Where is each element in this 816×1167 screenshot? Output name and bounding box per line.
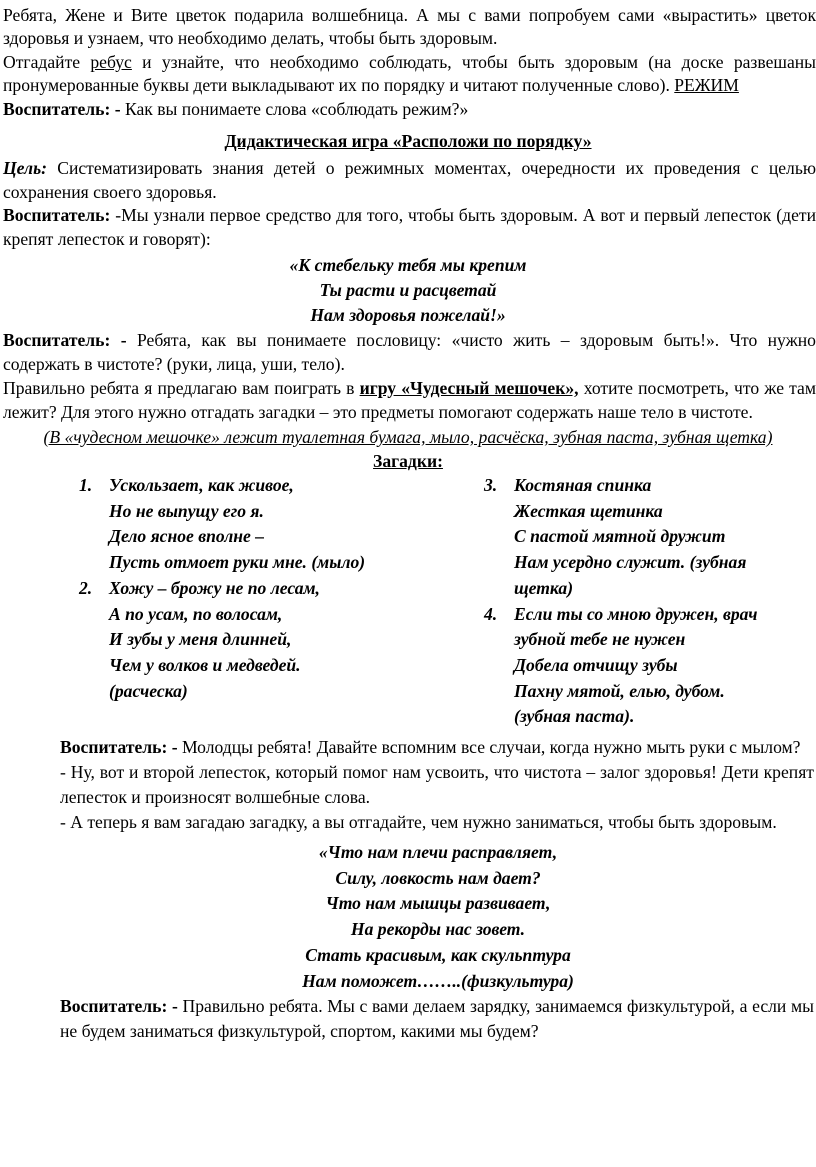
poem2-line: Силу, ловкость нам дает? — [335, 867, 541, 888]
riddle-line: 3. Костяная спинка — [484, 473, 814, 499]
riddle-line: И зубы у меня длинней, — [109, 629, 292, 650]
riddle-line: Чем у волков и медведей. — [109, 654, 301, 675]
speaker-label: Воспитатель: — [3, 205, 111, 226]
poem2-line: Что нам мышцы развивает, — [325, 893, 551, 914]
riddles-left-column — [79, 473, 449, 704]
rebus-answer: РЕЖИМ — [674, 75, 739, 96]
rebus-post: и узнайте, что необходимо соблюдать, чтобы быть здоровым (на доске развешаны пронумерованные буквы дети выкладывают их по порядку и читают полученные слово). — [3, 51, 816, 96]
document — [0, 4, 816, 1044]
poem1 — [0, 253, 816, 328]
intro-paragraph — [0, 4, 816, 51]
riddle-line: Но не выпущу его я. — [109, 500, 264, 521]
riddles-list — [0, 473, 816, 733]
goal-text: Систематизировать знания детей о режимных моментах, очередности их проведения с целью сохранения своего здоровья. — [3, 158, 816, 202]
riddle-line: Жесткая щетинка — [514, 500, 663, 521]
riddle-line: щетка) — [514, 577, 574, 598]
question-text: Как вы понимаете слова «соблюдать режим?» — [124, 98, 469, 119]
game2-link[interactable]: игру «Чудесный мешочек», — [359, 378, 579, 399]
speaker-label: Воспитатель: - — [60, 737, 182, 758]
speaker-label: Воспитатель: - — [3, 330, 137, 351]
petal-paragraph: - Ну, вот и второй лепесток, который помог нам усвоить, что чистота – залог здоровья! Дети крепят лепесток и произносят волшебные слова. — [60, 762, 814, 808]
game2-post: хотите посмотреть, что же там лежит? Для этого нужно отгадать загадки – это предметы помогают содержать наше тело в чистоте. — [3, 378, 816, 423]
riddle-line: Дело ясное вполне – — [109, 526, 265, 547]
speaker-label: Воспитатель: - — [3, 98, 125, 119]
poem1-line: Ты расти и расцветай — [319, 280, 497, 301]
rebus-link[interactable]: ребус — [90, 51, 132, 72]
poem2-line: Нам поможет……..(физкультура) — [302, 970, 574, 991]
final-paragraph — [60, 994, 814, 1044]
riddle-number: 4. — [484, 603, 498, 624]
rebus-pre: Отгадайте — [3, 51, 91, 72]
riddle-line: Пахну мятой, елью, дубом. — [514, 680, 725, 701]
goal-paragraph — [0, 157, 816, 204]
riddle-line: зубной тебе не нужен — [514, 629, 686, 650]
speaker-label: Воспитатель: - — [60, 996, 183, 1017]
riddle-line: (расческа) — [109, 680, 188, 701]
riddle-line: 2. Хожу – брожу не по лесам, — [79, 576, 449, 602]
riddle-number: 1. — [79, 475, 93, 496]
rebus-paragraph — [0, 51, 816, 98]
question-paragraph — [0, 98, 816, 121]
riddles-title: Загадки: — [373, 451, 443, 472]
bag-note: (В «чудесном мешочке» лежит туалетная бумага, мыло, расчёска, зубная паста, зубная щетка) — [43, 427, 773, 448]
riddle-number: 3. — [484, 475, 498, 496]
poem2-line: Стать красивым, как скульптура — [305, 944, 571, 965]
final-text: Правильно ребята. Мы с вами делаем зарядку, занимаемся физкультурой, а если мы не будем заниматься физкультурой, спортом, какими мы будем? — [60, 996, 814, 1042]
goal-label: Цель: — [3, 158, 47, 179]
riddle-intro-paragraph: - А теперь я вам загадаю загадку, а вы отгадайте, чем нужно заниматься, чтобы быть здоровым. — [60, 812, 777, 833]
after-paragraph — [60, 735, 814, 760]
proverb-text: Ребята, как вы понимаете пословицу: «чисто жить – здоровым быть!». Что нужно содержать в чистоте? (руки, лица, уши, тело). — [3, 330, 816, 375]
game1-title: Дидактическая игра «Расположи по порядку» — [224, 131, 592, 152]
after-text: Молодцы ребята! Давайте вспомним все случаи, когда нужно мыть руки с мылом? — [181, 737, 801, 758]
riddle-line: С пастой мятной дружит — [514, 526, 726, 547]
poem1-line: Нам здоровья пожелай!» — [310, 305, 506, 326]
poem2-line: На рекорды нас зовет. — [350, 919, 526, 940]
poem1-line: «К стебельку тебя мы крепим — [289, 255, 527, 276]
riddle-line: 4. Если ты со мною дружен, врач — [484, 602, 814, 628]
speech-text: -Мы узнали первое средство для того, чтобы быть здоровым. А вот и первый лепесток (дети крепят лепесток и говорят): — [3, 205, 816, 249]
riddle-line: Пусть отмоет руки мне. (мыло) — [109, 552, 366, 573]
riddle-line: (зубная паста). — [514, 706, 635, 727]
after-riddles — [0, 735, 816, 835]
riddle-line: А по усам, по волосам, — [109, 603, 283, 624]
riddle-line: Добела отчищу зубы — [514, 654, 678, 675]
intro-text: Ребята, Жене и Вите цветок подарила волшебница. А мы с вами попробуем сами «вырастить» цветок здоровья и узнаем, что необходимо делать, чтобы быть здоровым. — [3, 5, 816, 49]
riddles-right-column — [484, 473, 814, 730]
game1-speech — [0, 204, 816, 251]
game2-paragraph — [0, 376, 816, 424]
final-section — [0, 994, 816, 1044]
poem2 — [0, 840, 816, 994]
riddle-line: Нам усердно служит. (зубная — [514, 552, 747, 573]
riddle-line: 1. Ускользает, как живое, — [79, 473, 449, 499]
proverb-paragraph — [0, 328, 816, 376]
poem2-line: «Что нам плечи расправляет, — [318, 842, 558, 863]
game2-pre: Правильно ребята я предлагаю вам поиграть в — [3, 378, 360, 399]
riddle-number: 2. — [79, 577, 93, 598]
